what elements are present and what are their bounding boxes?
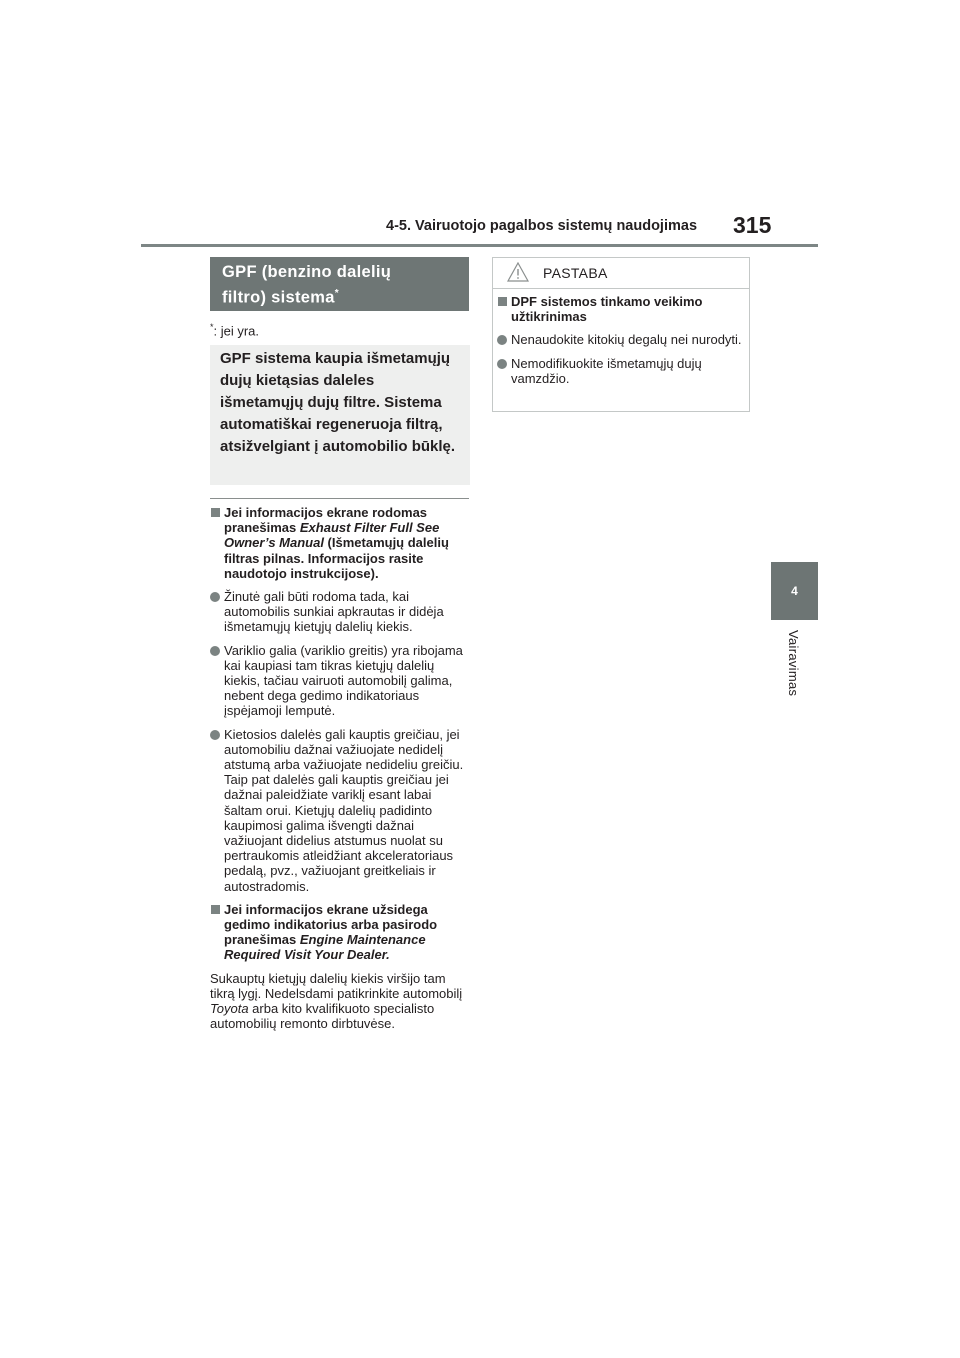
topic1-text-a: Jei informacijos ekrane rodomas pranešimas: [224, 505, 428, 536]
bullet-text: Variklio galia (variklio greitis) yra ribojama kai kaupiasi tam tikras kietųjų dalelių kiekis, tačiau vairuoti automobilį galima, nebent dega gedimo indikatoriaus įspėjamoji lemputė.: [224, 642, 463, 719]
bullet-text: Kietosios dalelės gali kauptis greičiau, jei automobiliu dažnai važiuojate nedidelį atstumą arba važiuojate nedideliu greičiu. Taip pat dalelės gali kauptis greičiau jei dažnai paleidžiate variklį esant labai šaltam orui. Kietųjų dalelių padidinto kaupimosi galima išvengti dažnai važiuojant didelius atstumus nuolat su pertraukomis atleidžiant akceleratoriaus pedalą, pvz., važiuojant greitkeliais ir autostradomis.: [224, 726, 464, 894]
section-title-line1: GPF (benzino dalelių: [222, 263, 392, 281]
bullet-dot-icon: [210, 592, 220, 602]
summary-text: GPF sistema kaupia išmetamųjų dujų kietąsias daleles išmetamųjų dujų filtre. Sistema automatiškai regeneruoja filtrą, atsižvelgiant į automobilio būklę.: [220, 350, 456, 455]
final-text-a: Sukauptų kietųjų dalelių kiekis viršijo tam tikrą lygį. Nedelsdami patikrinkite automobilį: [210, 970, 463, 1001]
bullet-text: Nenaudokite kitokių degalų nei nurodyti.: [511, 332, 742, 348]
bullet-dot-icon: [497, 335, 507, 345]
page-number: 315: [733, 212, 772, 238]
note-box: [492, 257, 750, 412]
square-bullet-icon: [498, 297, 507, 306]
topic-heading-exhaust-filter: [210, 505, 472, 581]
chapter-tab[interactable]: [771, 562, 818, 620]
chapter-number: 4: [791, 584, 798, 598]
footnote-mark: *: [210, 322, 214, 332]
topic2-message: Engine Maintenance Required Visit Your Dealer.: [224, 932, 426, 963]
topic-heading-engine-maintenance: [210, 902, 472, 963]
section-header: 4-5. Vairuotojo pagalbos sistemų naudojimas: [386, 218, 698, 234]
note-heading: [497, 294, 745, 324]
list-item: [210, 727, 472, 894]
topic1-message: Exhaust Filter Full See Owner’s Manual: [224, 520, 440, 551]
warning-triangle-icon: [507, 262, 529, 282]
section-title: [210, 257, 469, 311]
section-title-line2: filtro) sistema: [222, 288, 335, 307]
summary-divider: [210, 498, 469, 499]
topic2-text: Jei informacijos ekrane užsidega gedimo indikatorius arba pasirodo pranešimas: [224, 901, 438, 948]
square-bullet-icon: [211, 508, 220, 517]
footnote: [210, 322, 259, 338]
final-text-b: arba kito kvalifikuoto specialisto automobilių remonto dirbtuvėse.: [210, 1001, 435, 1032]
header-rule: [141, 244, 818, 247]
note-body: [493, 289, 749, 386]
list-item: [210, 643, 472, 719]
note-header: [493, 258, 749, 289]
chapter-label: Vairavimas: [786, 630, 801, 697]
bullet-dot-icon: [497, 359, 507, 369]
note-heading-text: DPF sistemos tinkamo veikimo užtikrinimas: [511, 294, 703, 325]
footnote-text: : jei yra.: [213, 323, 260, 339]
list-item: [210, 589, 472, 635]
bullet-dot-icon: [210, 646, 220, 656]
list-item: [497, 332, 745, 347]
bullet-text: Nemodifikuokite išmetamųjų dujų vamzdžio.: [511, 355, 702, 386]
list-item: [497, 356, 745, 386]
bullet-text: Žinutė gali būti rodoma tada, kai automobilis sunkiai apkrautas ir didėja išmetamųjų kietųjų dalelių kiekis.: [224, 589, 444, 635]
brand-name: Toyota: [210, 1001, 249, 1017]
section-title-mark: *: [334, 288, 339, 299]
note-title: PASTABA: [543, 265, 608, 281]
bullet-dot-icon: [210, 730, 220, 740]
main-column: [210, 505, 472, 1032]
final-paragraph: [210, 971, 472, 1032]
summary-box: [210, 345, 470, 485]
topic1-text-b: (Išmetamųjų dalelių filtras pilnas. Informacijos rasite naudotojo instrukcijose).: [224, 535, 449, 581]
square-bullet-icon: [211, 905, 220, 914]
